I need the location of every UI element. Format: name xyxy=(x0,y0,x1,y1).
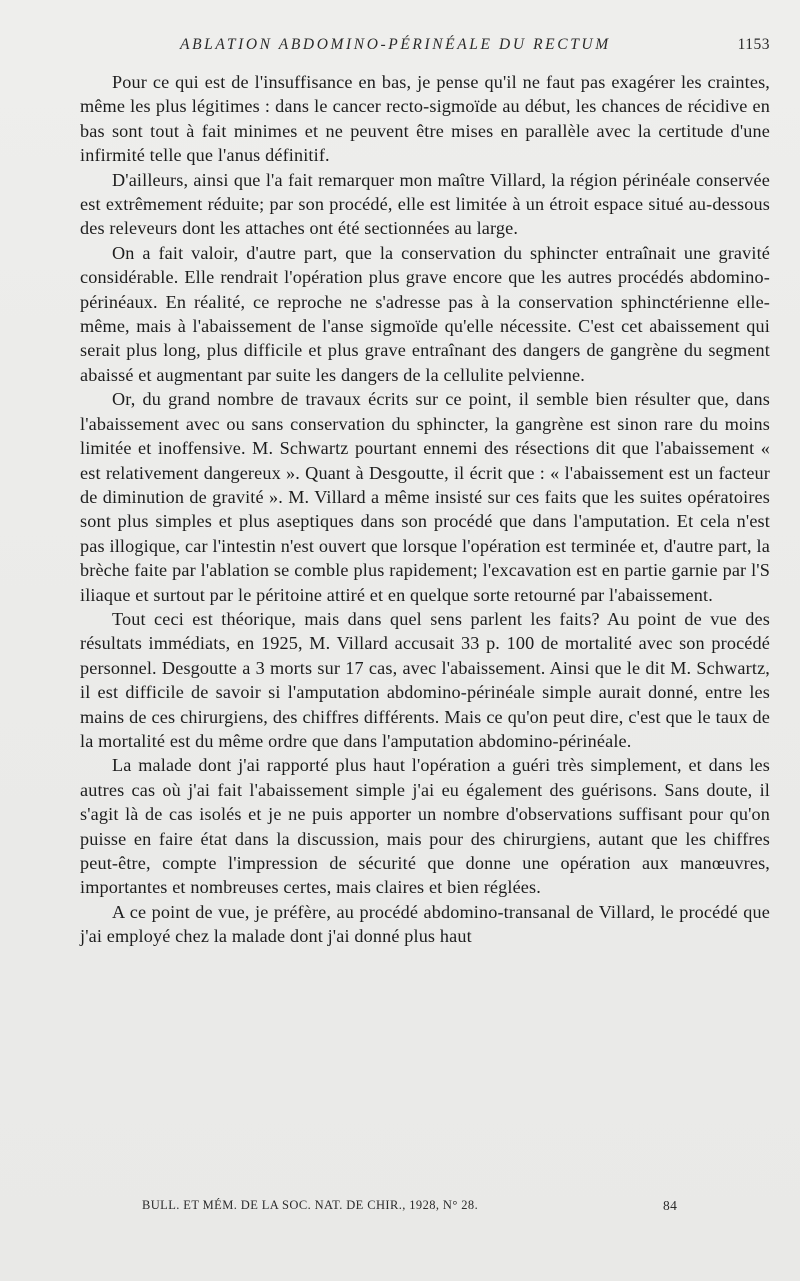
page-footer xyxy=(80,1198,770,1218)
footer-signature: 84 xyxy=(663,1198,678,1213)
paragraph-4: Or, du grand nombre de travaux écrits sur ce point, il semble bien résulter que, dans l'abaissement avec ou sans conservation du sphincter, la gangrène est sinon rare du moins limitée et inoffensive. M. Schwartz pourtant ennemi des résections dit que l'abaissement « est relativement dangereux ». Quant à Desgoutte, il écrit que : « l'abaissement est un facteur de diminution de gravité ». M. Villard a même insisté sur ces faits que les suites opératoires sont plus simples et plus aseptiques dans son procédé que dans l'amputation. Et cela n'est pas illogique, car l'intestin n'est ouvert que lorsque l'opération est terminée et, d'autre part, la brèche faite par l'ablation se comble plus rapidement; l'excavation est en partie garnie par l'S iliaque et surtout par le péritoine attiré et en quelque sorte retourné par l'abaissement. xyxy=(80,389,770,605)
paragraph-2: D'ailleurs, ainsi que l'a fait remarquer mon maître Villard, la région périnéale conservée est extrêmement réduite; par son procédé, elle est limitée à un étroit espace situé au-dessous des releveurs dont les attaches ont été sectionnées au large. xyxy=(80,169,770,239)
paragraph-7: A ce point de vue, je préfère, au procédé abdomino-transanal de Villard, le procédé que j'ai employé chez la malade dont j'ai donné plus haut xyxy=(80,901,770,947)
paragraph-5: Tout ceci est théorique, mais dans quel sens parlent les faits? Au point de vue des résultats immédiats, en 1925, M. Villard accusait 33 p. 100 de mortalité avec son procédé personnel. Desgoutte a 3 morts sur 17 cas, avec l'abaissement. Ainsi que le dit M. Schwartz, il est difficile de savoir si l'amputation abdomino-périnéale simple aurait donné, entre les mains de ces chirurgiens, des chiffres différents. Mais ce qu'on peut dire, c'est que le taux de la mortalité est du même ordre que dans l'amputation abdomino-périnéale. xyxy=(80,608,770,751)
running-title: ABLATION ABDOMINO-PÉRINÉALE DU RECTUM xyxy=(180,36,611,53)
body-text xyxy=(80,70,770,949)
page-header xyxy=(80,36,770,60)
page-number: 1153 xyxy=(737,36,770,53)
footer-citation: BULL. ET MÉM. DE LA SOC. NAT. DE CHIR., 1928, N° 28. xyxy=(142,1198,479,1212)
paragraph-1: Pour ce qui est de l'insuffisance en bas, je pense qu'il ne faut pas exagérer les craintes, même les plus légitimes : dans le cancer recto-sigmoïde au début, les chances de récidive en bas sont tout à fait minimes et ne peuvent être mises en parallèle avec la certitude d'une infirmité telle que l'anus définitif. xyxy=(80,72,770,166)
paragraph-3: On a fait valoir, d'autre part, que la conservation du sphincter entraînait une gravité considérable. Elle rendrait l'opération plus grave encore que les autres procédés abdomino-périnéaux. En réalité, ce reproche ne s'adresse pas à la conservation sphinctérienne elle-même, mais à l'abaissement de l'anse sigmoïde qu'elle nécessite. C'est cet abaissement qui serait plus long, plus difficile et plus grave entraînant des dangers de gangrène du segment abaissé et augmentant par suite les dangers de la cellulite pelvienne. xyxy=(80,242,770,385)
paragraph-6: La malade dont j'ai rapporté plus haut l'opération a guéri très simplement, et dans les autres cas où j'ai fait l'abaissement simple j'ai eu également des guérisons. Sans doute, il s'agit là de cas isolés et je ne puis apporter un nombre d'observations suffisant pour qu'on puisse en faire état dans la discussion, mais pour des chirurgiens, autant que les chiffres peut-être, compte l'impression de sécurité que donne une opération aux manœuvres, importantes et nombreuses certes, mais claires et bien réglées. xyxy=(80,755,770,898)
